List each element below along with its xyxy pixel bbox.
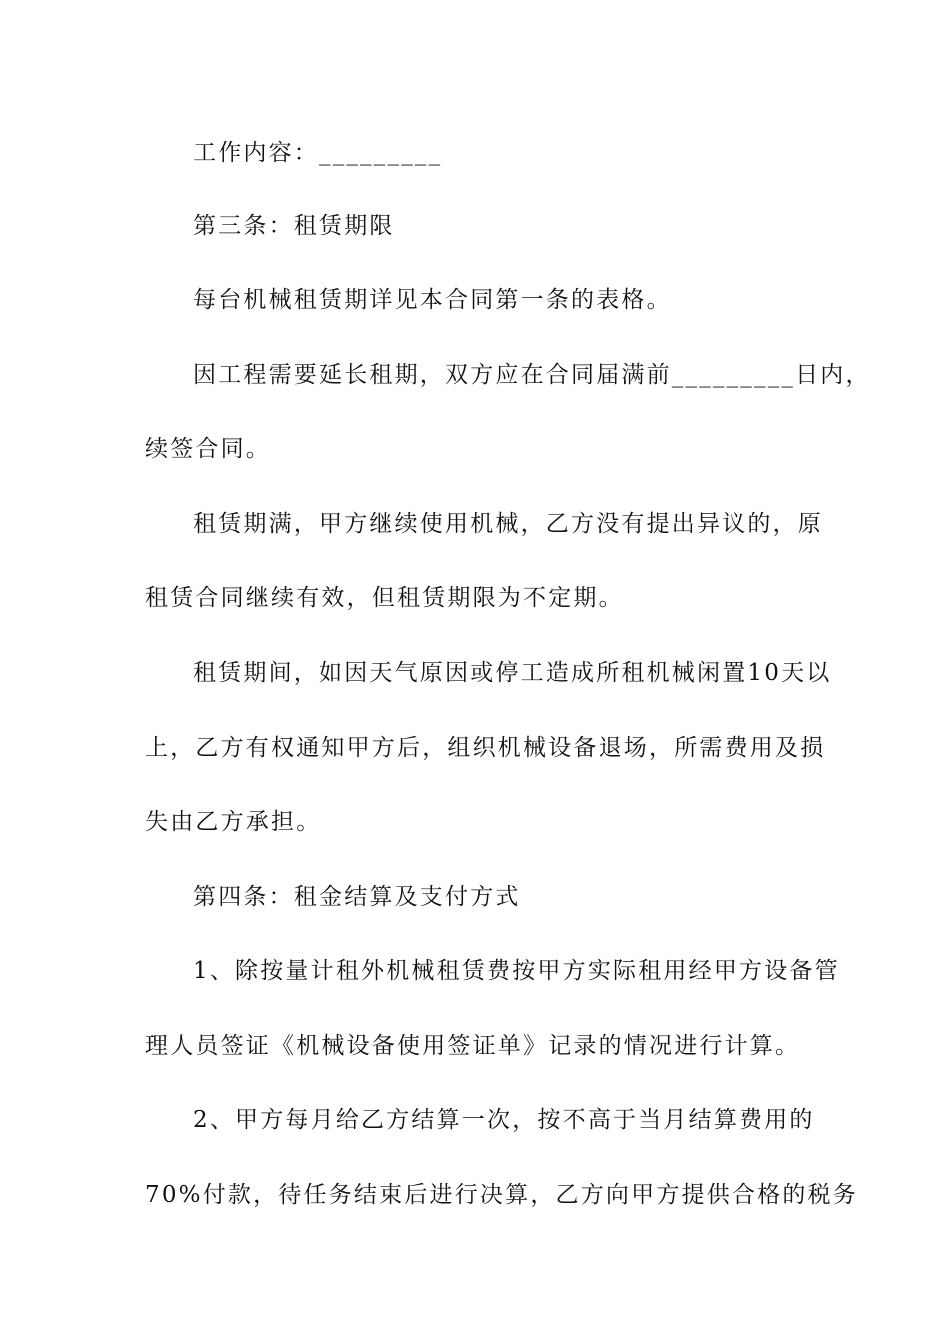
paragraph-line: 租赁合同继续有效，但租赁期限为不定期。 [145,585,624,611]
paragraph-line: 1、除按量计租外机械租赁费按甲方实际租用经甲方设备管 [193,958,840,984]
paragraph-line: 每台机械租赁期详见本合同第一条的表格。 [193,287,672,313]
article-4-heading: 第四条：租金结算及支付方式 [193,884,521,910]
paragraph-line: 70%付款，待任务结束后进行决算，乙方向甲方提供合格的税务 [145,1182,858,1208]
paragraph-line: 上，乙方有权通知甲方后，组织机械设备退场，所需费用及损 [145,735,826,761]
paragraph-line: 因工程需要延长租期，双方应在合同届满前_________日内， [193,362,871,388]
article-3-heading: 第三条：租赁期限 [193,213,395,239]
paragraph-line: 2、甲方每月给乙方结算一次，按不高于当月结算费用的 [193,1107,815,1133]
work-content-line: 工作内容：_________ [193,140,443,166]
paragraph-line: 续签合同。 [145,436,271,462]
paragraph-line: 租赁期间，如因天气原因或停工造成所租机械闲置10天以 [193,660,832,686]
paragraph-line: 理人员签证《机械设备使用签证单》记录的情况进行计算。 [145,1033,801,1059]
paragraph-line: 失由乙方承担。 [145,809,322,835]
paragraph-line: 租赁期满，甲方继续使用机械，乙方没有提出异议的，原 [193,511,823,537]
